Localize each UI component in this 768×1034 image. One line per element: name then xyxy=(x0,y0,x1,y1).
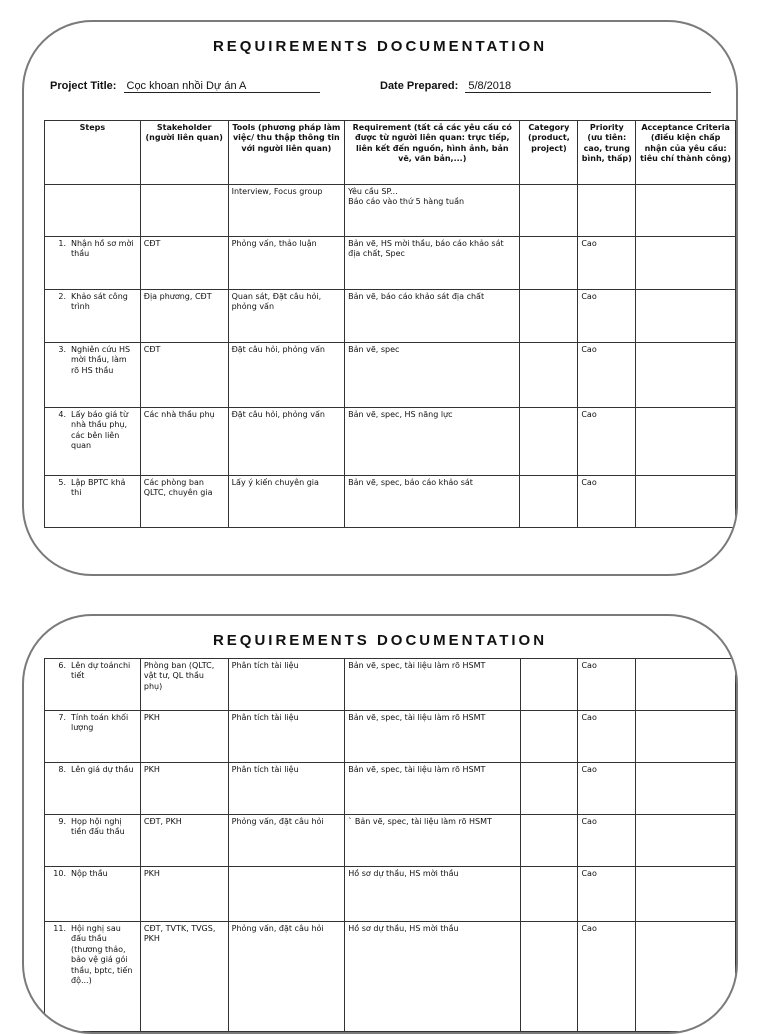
header-stakeholder: Stakeholder (người liên quan) xyxy=(140,121,228,185)
cell-stakeholder: PKH xyxy=(140,711,228,763)
cell-acceptance xyxy=(636,237,736,290)
requirements-page-2 xyxy=(22,614,738,1034)
cell-category xyxy=(520,185,578,237)
cell-tools: Quan sát, Đặt câu hỏi, phỏng vấn xyxy=(228,290,345,343)
step-text: Tính toán khối lượng xyxy=(71,713,129,733)
header-acceptance: Acceptance Criteria (điều kiện chấp nhận của yêu cầu: tiêu chí thành công) xyxy=(636,121,736,185)
table-row xyxy=(45,185,736,237)
document-title: REQUIREMENTS DOCUMENTATION xyxy=(212,632,548,649)
cell-priority: Cao xyxy=(578,763,636,815)
cell-tools: Đặt câu hỏi, phỏng vấn xyxy=(228,408,345,476)
cell-step xyxy=(45,290,141,343)
cell-tools: Lấy ý kiến chuyên gia xyxy=(228,476,345,528)
cell-priority: Cao xyxy=(578,659,636,711)
cell-category xyxy=(520,763,578,815)
cell-priority: Cao xyxy=(578,237,636,290)
step-text: Lên giá dự thầu xyxy=(71,765,134,774)
cell-tools: Phỏng vấn, đặt câu hỏi xyxy=(228,922,345,1032)
step-text: Hội nghị sau đấu thầu (thương thảo, bảo vệ giá gói thầu, bptc, tiến độ...) xyxy=(71,924,133,985)
cell-category xyxy=(520,922,578,1032)
cell-requirement: Yêu cầu SP... Báo cáo vào thứ 5 hàng tuần xyxy=(345,185,520,237)
table-row xyxy=(45,237,736,290)
cell-priority: Cao xyxy=(578,922,636,1032)
step-number: 5. xyxy=(58,478,66,487)
cell-category xyxy=(520,476,578,528)
cell-step xyxy=(45,711,141,763)
cell-tools: Đặt câu hỏi, phỏng vấn xyxy=(228,343,345,408)
table-row xyxy=(45,815,736,867)
cell-acceptance xyxy=(636,711,736,763)
step-number: 10. xyxy=(53,869,66,878)
step-text: Lập BPTC khả thi xyxy=(71,478,126,498)
project-title-field xyxy=(50,80,320,93)
cell-requirement: Hồ sơ dự thầu, HS mời thầu xyxy=(345,867,520,922)
cell-requirement: Bản vẽ, HS mời thầu, báo cáo khảo sát địa chất, Spec xyxy=(345,237,520,290)
step-number: 7. xyxy=(58,713,66,722)
cell-tools: Phân tích tài liệu xyxy=(228,711,345,763)
cell-priority: Cao xyxy=(578,815,636,867)
cell-requirement: Bản vẽ, spec, tài liệu làm rõ HSMT xyxy=(345,763,520,815)
cell-acceptance xyxy=(636,343,736,408)
cell-priority: Cao xyxy=(578,867,636,922)
step-number: 9. xyxy=(58,817,66,826)
requirements-page-1 xyxy=(22,20,738,576)
table-row xyxy=(45,867,736,922)
cell-tools: Phỏng vấn, thảo luận xyxy=(228,237,345,290)
cell-stakeholder: CĐT, TVTK, TVGS, PKH xyxy=(140,922,228,1032)
step-number: 8. xyxy=(58,765,66,774)
step-text: Họp hội nghị tiền đấu thầu xyxy=(71,817,125,837)
step-text: Lên dự toánchi tiết xyxy=(71,661,131,681)
step-text: Nghiên cứu HS mời thầu, làm rõ HS thầu xyxy=(71,345,131,375)
cell-requirement: Bản vẽ, spec, báo cáo khảo sát xyxy=(345,476,520,528)
cell-priority: Cao xyxy=(578,343,636,408)
cell-stakeholder xyxy=(140,185,228,237)
cell-category xyxy=(520,343,578,408)
cell-step xyxy=(45,659,141,711)
cell-acceptance xyxy=(636,408,736,476)
date-prepared-label: Date Prepared: xyxy=(380,80,459,92)
step-text: Nộp thầu xyxy=(71,869,108,878)
cell-priority: Cao xyxy=(578,711,636,763)
table-header-row xyxy=(45,121,736,185)
cell-acceptance xyxy=(636,290,736,343)
table-row xyxy=(45,476,736,528)
cell-acceptance xyxy=(636,659,736,711)
requirements-table xyxy=(44,120,736,528)
cell-priority: Cao xyxy=(578,290,636,343)
cell-acceptance xyxy=(636,185,736,237)
cell-requirement: ` Bản vẽ, spec, tài liệu làm rõ HSMT xyxy=(345,815,520,867)
cell-stakeholder: Các nhà thầu phụ xyxy=(140,408,228,476)
table-row xyxy=(45,922,736,1032)
header-priority: Priority (ưu tiên: cao, trung bình, thấp) xyxy=(578,121,636,185)
cell-priority: Cao xyxy=(578,408,636,476)
project-title-label: Project Title: xyxy=(50,80,117,92)
cell-stakeholder: PKH xyxy=(140,763,228,815)
cell-category xyxy=(520,815,578,867)
table-row xyxy=(45,659,736,711)
document-title: REQUIREMENTS DOCUMENTATION xyxy=(212,38,548,55)
cell-step xyxy=(45,185,141,237)
cell-requirement: Hồ sơ dự thầu, HS mời thầu xyxy=(345,922,520,1032)
cell-requirement: Bản vẽ, spec, tài liệu làm rõ HSMT xyxy=(345,659,520,711)
table-row xyxy=(45,290,736,343)
header-tools: Tools (phương pháp làm việc/ thu thập thông tin với người liên quan) xyxy=(228,121,345,185)
requirements-table-continued xyxy=(44,658,736,1032)
cell-step xyxy=(45,867,141,922)
cell-step xyxy=(45,343,141,408)
cell-requirement: Bản vẽ, spec, HS năng lực xyxy=(345,408,520,476)
date-prepared-field xyxy=(380,80,711,93)
step-number: 6. xyxy=(58,661,66,670)
cell-step xyxy=(45,476,141,528)
cell-acceptance xyxy=(636,476,736,528)
table-row xyxy=(45,711,736,763)
cell-step xyxy=(45,815,141,867)
cell-category xyxy=(520,408,578,476)
cell-step xyxy=(45,763,141,815)
cell-priority xyxy=(578,185,636,237)
cell-step xyxy=(45,408,141,476)
cell-step xyxy=(45,237,141,290)
table-row xyxy=(45,343,736,408)
cell-requirement: Bản vẽ, spec xyxy=(345,343,520,408)
cell-category xyxy=(520,867,578,922)
step-number: 3. xyxy=(58,345,66,354)
step-text: Lấy báo giá từ nhà thầu phụ, các bên liên quan xyxy=(71,410,129,451)
cell-acceptance xyxy=(636,867,736,922)
header-category: Category (product, project) xyxy=(520,121,578,185)
cell-tools xyxy=(228,867,345,922)
cell-acceptance xyxy=(636,922,736,1032)
table-row xyxy=(45,763,736,815)
step-text: Nhận hồ sơ mời thầu xyxy=(71,239,134,259)
cell-priority: Cao xyxy=(578,476,636,528)
cell-stakeholder: CĐT xyxy=(140,237,228,290)
cell-tools: Phân tích tài liệu xyxy=(228,763,345,815)
step-number: 11. xyxy=(53,924,66,933)
step-number: 1. xyxy=(58,239,66,248)
cell-stakeholder: CĐT xyxy=(140,343,228,408)
cell-step xyxy=(45,922,141,1032)
header-requirement: Requirement (tất cả các yêu cầu có được từ người liên quan: trực tiếp, liên kết đến nguồn, hình ảnh, bản vẽ, văn bản,...) xyxy=(345,121,520,185)
cell-stakeholder: Các phòng ban QLTC, chuyên gia xyxy=(140,476,228,528)
project-title-value: Cọc khoan nhồi Dự án A xyxy=(124,80,320,93)
cell-tools: Interview, Focus group xyxy=(228,185,345,237)
cell-category xyxy=(520,237,578,290)
cell-tools: Phân tích tài liệu xyxy=(228,659,345,711)
table-row xyxy=(45,408,736,476)
step-number: 2. xyxy=(58,292,66,301)
cell-acceptance xyxy=(636,815,736,867)
cell-acceptance xyxy=(636,763,736,815)
cell-stakeholder: Phòng ban (QLTC, vật tư, QL thầu phụ) xyxy=(140,659,228,711)
cell-stakeholder: CĐT, PKH xyxy=(140,815,228,867)
cell-requirement: Bản vẽ, báo cáo khảo sát địa chất xyxy=(345,290,520,343)
cell-stakeholder: PKH xyxy=(140,867,228,922)
cell-requirement: Bản vẽ, spec, tài liệu làm rõ HSMT xyxy=(345,711,520,763)
step-number: 4. xyxy=(58,410,66,419)
cell-category xyxy=(520,659,578,711)
cell-category xyxy=(520,290,578,343)
date-prepared-value: 5/8/2018 xyxy=(465,80,711,93)
cell-category xyxy=(520,711,578,763)
step-text: Khảo sát công trình xyxy=(71,292,128,312)
cell-stakeholder: Địa phương, CĐT xyxy=(140,290,228,343)
header-steps: Steps xyxy=(45,121,141,185)
cell-tools: Phỏng vấn, đặt câu hỏi xyxy=(228,815,345,867)
